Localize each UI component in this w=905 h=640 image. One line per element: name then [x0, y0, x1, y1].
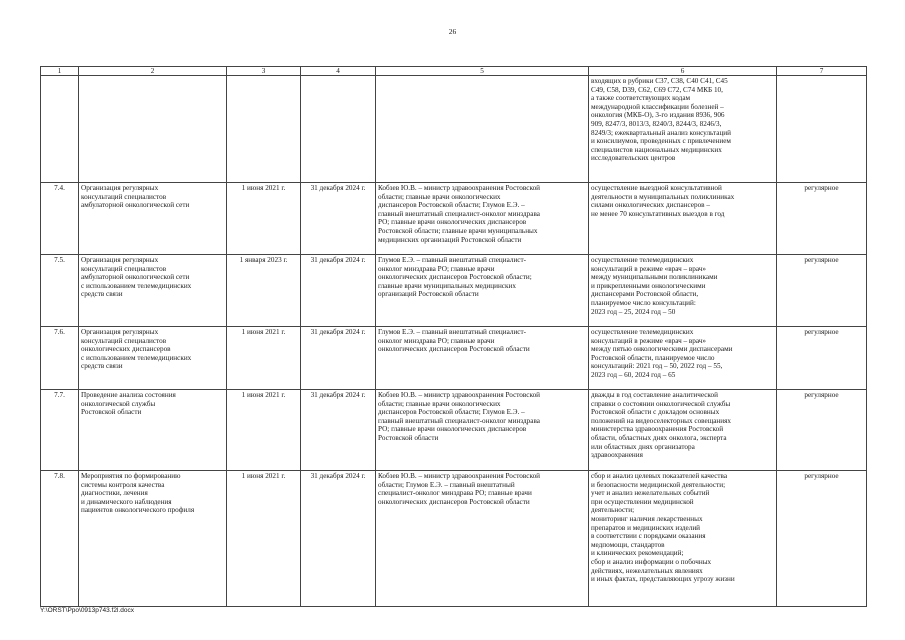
- expected-result: входящих в рубрики С37, С38, С40 С41, С45 С49, С58, D39, С62, С69 С72, С74 МКБ 10, а также соответствующих кодам международной классификации болезней – онкология (МКБ-О), 3-го издания 8936, 906 909, 8247/3, 8013/3, 8240/3, 8244/3, 8246/3, 8249/3; ежеквартальный анализ консультаций и консилиумов, проведенных с привлечением специалистов национальных медицинских исследовательских центров: [589, 76, 777, 183]
- start-date: 1 июня 2021 г.: [227, 390, 301, 471]
- end-date: [301, 76, 376, 183]
- end-date: 31 декабря 2024 г.: [301, 390, 376, 471]
- item-number: [41, 76, 79, 183]
- column-header: 7: [777, 67, 867, 76]
- page-number: 26: [448, 27, 457, 36]
- start-date: 1 июня 2021 г.: [227, 471, 301, 607]
- measure-name: Организация регулярных консультаций специалистов онкологических диспансеров с использованием телемедицинских средств связи: [79, 327, 227, 390]
- expected-result: дважды в год составление аналитической справки о состоянии онкологической службы Ростовской области с докладом основных положений на видеоселекторных совещаниях министерства здравоохранения Ростовской области, областных днях онколога, эксперта или областных днях организатора здравоохранения: [589, 390, 777, 471]
- responsible: Кобзев Ю.В. – министр здравоохранения Ростовской области; главные врачи онкологических диспансеров Ростовской области; Глумов Е.Э. – главный внештатный специалист-онколог минздрава РО; главные врачи онкологических диспансеров Ростовской области: [376, 390, 589, 471]
- column-header: 1: [41, 67, 79, 76]
- measure-name: Мероприятия по формированию системы контроля качества диагностики, лечения и динамического наблюдения пациентов онкологического профиля: [79, 471, 227, 607]
- plan-table: [40, 66, 867, 607]
- item-number: 7.7.: [41, 390, 79, 471]
- table-row: [41, 471, 867, 607]
- start-date: 1 июня 2021 г.: [227, 327, 301, 390]
- start-date: 1 января 2023 г.: [227, 255, 301, 327]
- item-number: 7.5.: [41, 255, 79, 327]
- frequency: регулярное: [777, 327, 867, 390]
- item-number: 7.8.: [41, 471, 79, 607]
- file-path-footer: Y:\ORST\Ppo\0913p743.f2l.docx: [40, 607, 134, 614]
- column-header: 5: [376, 67, 589, 76]
- item-number: 7.4.: [41, 183, 79, 255]
- end-date: 31 декабря 2024 г.: [301, 327, 376, 390]
- expected-result: осуществление телемедицинских консультаций в режиме «врач – врач» между муниципальными поликлиниками и прикрепленными онкологическими диспансерами Ростовской области, планируемое число консультаций: 2023 год – 25, 2024 год – 50: [589, 255, 777, 327]
- expected-result: осуществление телемедицинских консультаций в режиме «врач – врач» между пятью онкологическими диспансерами Ростовской области, планируемое число консультаций: 2021 год – 50, 2022 год – 55, 2023 год – 60, 2024 год – 65: [589, 327, 777, 390]
- responsible: Кобзев Ю.В. – министр здравоохранения Ростовской области; Глумов Е.Э. – главный внештатный специалист-онколог минздрава РО; главные врачи онкологических диспансеров Ростовской области: [376, 471, 589, 607]
- frequency: регулярное: [777, 183, 867, 255]
- column-header: 3: [227, 67, 301, 76]
- measure-name: Организация регулярных консультаций специалистов амбулаторной онкологической сети с использованием телемедицинских средств связи: [79, 255, 227, 327]
- end-date: 31 декабря 2024 г.: [301, 255, 376, 327]
- responsible: Кобзев Ю.В. – министр здравоохранения Ростовской области; главные врачи онкологических диспансеров Ростовской области; Глумов Е.Э. – главный внештатный специалист-онколог минздрава РО; главные врачи онкологических диспансеров Ростовской области; главные врачи муниципальных медицинских организаций Ростовской области: [376, 183, 589, 255]
- responsible: Глумов Е.Э. – главный внештатный специалист- онколог минздрава РО; главные врачи онкологических диспансеров Ростовской области; главные врачи муниципальных медицинских организаций Ростовской области: [376, 255, 589, 327]
- table-row: [41, 183, 867, 255]
- table-row: [41, 390, 867, 471]
- responsible: [376, 76, 589, 183]
- responsible: Глумов Е.Э. – главный внештатный специалист- онколог минздрава РО; главные врачи онкологических диспансеров Ростовской области: [376, 327, 589, 390]
- table-row: [41, 255, 867, 327]
- frequency: [777, 76, 867, 183]
- start-date: 1 июня 2021 г.: [227, 183, 301, 255]
- expected-result: сбор и анализ целевых показателей качества и безопасности медицинской деятельности; учет и анализ нежелательных событий при осуществлении медицинской деятельности; мониторинг наличия лекарственных препаратов и медицинских изделий в соответствии с порядками оказания медпомощи, стандартов и клинических рекомендаций; сбор и анализ информации о побочных действиях, нежелательных явлениях и иных фактах, представляющих угрозу жизни: [589, 471, 777, 607]
- column-header: 2: [79, 67, 227, 76]
- column-number-row: [41, 67, 867, 76]
- end-date: 31 декабря 2024 г.: [301, 183, 376, 255]
- end-date: 31 декабря 2024 г.: [301, 471, 376, 607]
- item-number: 7.6.: [41, 327, 79, 390]
- frequency: регулярное: [777, 471, 867, 607]
- measure-name: [79, 76, 227, 183]
- measure-name: Проведение анализа состояния онкологической службы Ростовской области: [79, 390, 227, 471]
- frequency: регулярное: [777, 255, 867, 327]
- start-date: [227, 76, 301, 183]
- column-header: 6: [589, 67, 777, 76]
- frequency: регулярное: [777, 390, 867, 471]
- measure-name: Организация регулярных консультаций специалистов амбулаторной онкологической сети: [79, 183, 227, 255]
- column-header: 4: [301, 67, 376, 76]
- table-row: [41, 327, 867, 390]
- expected-result: осуществление выездной консультативной деятельности в муниципальных поликлиниках силами онкологических диспансеров – не менее 70 консультативных выездов в год: [589, 183, 777, 255]
- table-row: [41, 76, 867, 183]
